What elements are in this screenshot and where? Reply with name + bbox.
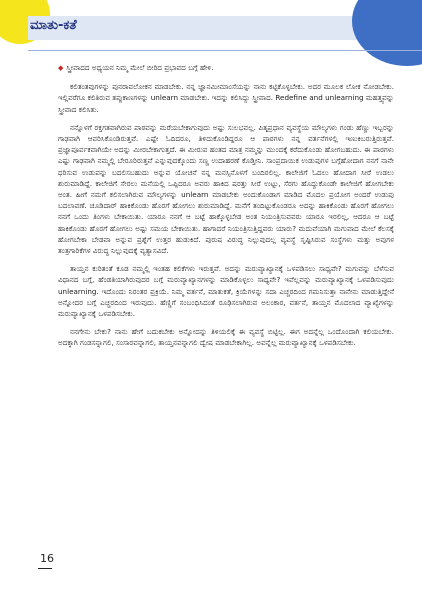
- blue-corner-decoration: [352, 0, 422, 66]
- section-title: ಮಾತು-ಕತೆ: [30, 18, 77, 33]
- answer-paragraph-3: ತಾಯ್ತನ ಕುರಿತಂತೆ ಕೂಡ ನಮ್ಮಲ್ಲಿ ಇಂತಹ ಕಲಿಕೆಗಳು ಇರುತ್ತವೆ. ಅದನ್ನು ಮರುವ್ಯಾಖ್ಯಾನಕ್ಕೆ ಒಳಪಡಿಸಲು ಸಾಧ್ಯವೇ? ಮಗುವನ್ನು ಬೆಳೆಸುವ ವಿಧಾನದ ಬಗ್ಗೆ, ಹೆಂಡತಿಯಾಗಿರುವುದರ ಬಗ್ಗೆ ಮರುವ್ಯಾಖ್ಯಾನಗಳನ್ನು ಮಾಡಿಕೊಳ್ಳಲು ಸಾಧ್ಯವೇ? ಇವೆಲ್ಲವನ್ನು ಮರುವ್ಯಾಖ್ಯಾನಕ್ಕೆ ಒಳಪಡಿಸುವುದು unlearning. ಇದೊಂದು ನಿರಂತರ ಪ್ರಕ್ರಿಯೆ. ನಿಮ್ಮ ವರ್ತನೆ, ಮಾತುಕತೆ, ಕ್ರಿಯೆಗಳನ್ನು ಸದಾ ಎಚ್ಚರದಿಂದ ಗಮನಿಸುತ್ತಾ ನಾನೇನು ಮಾಡುತ್ತಿದ್ದೇನೆ ಅನ್ನೋದರ ಬಗ್ಗೆ ಎಚ್ಚರದಿಂದ ಇರುವುದು. ಹೆಣ್ಣಿಗೆ ಸಂಬಂಧಿಸಿದಂತೆ ರೂಢಿಸಲಾಗಿರುವ ಅಲಂಕಾರ, ವರ್ತನೆ, ತಾಯ್ತನ ಮೊದಲಾದ ವ್ಯಾಖ್ಯೆಗಳನ್ನು ಮರುವ್ಯಾಖ್ಯಾನಕ್ಕೆ ಒಳಪಡಿಸಬೇಕು.: [58, 264, 394, 319]
- question-paragraph: [58, 62, 394, 74]
- answer-paragraph-4: ನನಗೇನು ಬೇಕು? ನಾನು ಹೇಗೆ ಬದುಕಬೇಕು ಅನ್ನೋದನ್ನು ತಿಳಿಯಲಿಕ್ಕೆ ಈ ವ್ಯವಸ್ಥೆ ಬಿಟ್ಟಿಲ್ಲ. ಈಗ ಅದನ್ನೆಲ್ಲ ಒಂದೊಂದಾಗಿ ಕಲಿಯಬೇಕು. ಅದಕ್ಕಾಗಿ ಗಂಡಸನ್ನಾಗಲಿ, ಸಂಸಾರವನ್ನಾಗಲಿ, ತಾಯ್ತನವನ್ನಾಗಲಿ ದ್ವೇಷ ಮಾಡಬೇಕಾಗಿಲ್ಲ. ಅವನ್ನೆಲ್ಲ ಮರುವ್ಯಾಖ್ಯಾನಕ್ಕೆ ಒಳಪಡಿಸಬೇಕು.: [58, 327, 394, 348]
- answer-paragraph-2: ನನ್ನೊಳಗೆ ರಕ್ತಗತವಾಗಿರುವ ಪಾಠವನ್ನು ಮರೆಯಬೇಕಾಗುವುದು ಅಷ್ಟು ಸುಲಭವಲ್ಲ. ಪಿತೃಪ್ರಧಾನ ವ್ಯವಸ್ಥೆಯ ಮೌಲ್ಯಗಳು ಗಂಡು ಹೆಣ್ಣು ಇಬ್ಬರನ್ನು ಗಾಢವಾಗಿ ಆವರಿಸಿಕೊಂಡಿರುತ್ತವೆ. ಎಷ್ಟೇ ಓದಿದರೂ, ತಿಳಿದುಕೊಂಡಿದ್ದರೂ ಆ ಪಾಠಗಳು ನನ್ನ ವರ್ತನೆಗಳಲ್ಲಿ ಇಣುಕಿಬರುತ್ತಿರುತ್ತವೆ. ಪ್ರಜ್ಞಾಪೂರ್ವಕವಾಗಿಯೇ ಅದನ್ನು ಮೀರಬೇಕಾಗುತ್ತದೆ. ಈ ಮೀರುವ ಹಂತದ ಮಾತ್ರ ನಮ್ಮನ್ನು ಮುಂದಕ್ಕೆ ಕರೆದುಕೊಂಡು ಹೋಗಬಹುದು. ಈ ಪಾಠಗಳು ಎಷ್ಟು ಗಾಢವಾಗಿ ನಮ್ಮಲ್ಲಿ ಬೇರೂರಿರುತ್ತವೆ ಎನ್ನುವುದಕ್ಕೊಂದು ಸಣ್ಣ ಉದಾಹರಣೆ ಕೊಡ್ತೀನಿ. ಸಾಂಪ್ರದಾಯಿಕ ಉಡುಪುಗಳ ಬಗ್ಗೆಹೋದಾಗ ನನಗೆ ನಾನೇ ಧರಿಸುವ ಉಡುಪನ್ನು ಬದಲಿಸಬಹುದು ಅನ್ನುವ ಯೋಚನೆ ನನ್ನ ಮನಸ್ಸಿನೊಳಗೆ ಬಂದಿರಲಿಲ್ಲ. ಕಾಲೇಜಿಗೆ ಓದಲು ಹೋದಾಗ ಸೀರೆ ಉಡಲು ಶುರುಮಾಡಿದ್ದೆ. ಕಾಲೇಜಿಗೆ ಸೇರಲು ಮನೆಯಲ್ಲಿ ಒಪ್ಪಿದರೂ ಅವರು ಹಾಕಿದ ಷರತ್ತು ಸೀರೆ ಉಟ್ಟು, ಸೆರಗು ಹೊದ್ದುಕೊಂಡೇ ಕಾಲೇಜಿಗೆ ಹೋಗಬೇಕು ಅಂತ. ಹೀಗೆ ನಮಗೆ ಕಲಿಸಲಾಗಿರುವ ಮೌಲ್ಯಗಳನ್ನು unlearn ಮಾಡಬೇಕು ಅಂದುಕೊಂಡಾಗ ಮಾಡಿದ ಮೊದಲ ಪ್ರಯೋಗ ಅಂದರೆ ಉಡುಪು ಬದಲಾವಣೆ. ಚೂಡಿದಾರ್ ಹಾಕಿಕೊಂಡು ಹೊರಗೆ ಹೋಗಲು ಶುರುಮಾಡಿದ್ದೆ. ಮನೆಗೆ ತಂದಿಟ್ಟುಕೊಂಡರೂ ಅದನ್ನು ಹಾಕಿಕೊಂಡು ಹೊರಗೆ ಹೋಗಲು ನನಗೆ ಒಂದು ತಿಂಗಳು ಬೇಕಾಯಿತು. ಯಾರೂ ನನಗೆ ಆ ಬಟ್ಟೆ ಹಾಕ್ಕೊಳ್ಳಬೇಡ ಅಂತ ನಿಯಂತ್ರಿಸುವವರು ಯಾರೂ ಇರಲಿಲ್ಲ, ಆದರೂ ಆ ಬಟ್ಟೆ ಹಾಕಿಕೊಂಡು ಹೊರಗೆ ಹೋಗಲು ಅಷ್ಟು ಸಮಯ ಬೇಕಾಯಿತು. ಹಾಗಾದರೆ ನಿಯಂತ್ರಿಸುತ್ತಿದ್ದವರು ಯಾರು? ಮದುವೆಯಾಗಿ ಮಗುವಾದ ಮೇಲೆ ಕೆಲಸಕ್ಕೆ ಹೋಗಬೇಕಾ ಬೇಡವಾ ಅನ್ನುವ ಪ್ರಶ್ನೆಗೆ ಉತ್ತರ ಹುಡುಕಿದೆ. ಪುರುಷ ವಿರುದ್ಧ ನಿಲ್ಲುವುದಲ್ಲ ವ್ಯವಸ್ಥೆ ಸೃಷ್ಟಿಸಿರುವ ಸಂಸ್ಥೆಗಳು ಮತ್ತು ಅವುಗಳ ತಂತ್ರಗಾರಿಕೆಗಳ ವಿರುದ್ಧ ನಿಲ್ಲುವುದಕ್ಕೆ ವ್ಯತ್ಯಾಸವಿದೆ.: [58, 122, 394, 256]
- page-number: 16: [40, 552, 54, 565]
- bullet-diamond-icon: ◆: [58, 64, 64, 72]
- question-text: ಸ್ತ್ರೀವಾದದ ಅಧ್ಯಯನ ನಿಮ್ಮ ಮೇಲೆ ಬೀರಿದ ಪ್ರಭಾವದ ಬಗ್ಗೆ ಹೇಳಿ.: [66, 63, 214, 72]
- page-number-underline: [38, 568, 52, 569]
- article-body: [58, 62, 394, 356]
- header-divider: [28, 50, 422, 51]
- answer-paragraph-1: ಕಲಿತಂತವುಗಳನ್ನು ಪುನರಾವಲೋಕನ ಮಾಡಬೇಕು. ನನ್ನ ಜ್ಞಾನಮೀಮಾಂಸೆಯನ್ನು ನಾನು ಕಟ್ಟಿಕೊಳ್ಳಬೇಕು. ಅದರ ಮೂಲಕ ಲೋಕ ನೋಡಬೇಕು. ಇಲ್ಲಿವರೆಗೂ ಕಲಿತಿರುವ ತಪ್ಪುಕಾಣಗಳನ್ನು unlearn ಮಾಡಬೇಕು. ಇದನ್ನು ಕಲಿಸಿದ್ದು ಸ್ತ್ರೀವಾದ. Redefine and unlearning ಮಹತ್ತ್ವವನ್ನು ಸ್ತ್ರೀವಾದ ಕಲಿಸಿತು.: [58, 82, 394, 114]
